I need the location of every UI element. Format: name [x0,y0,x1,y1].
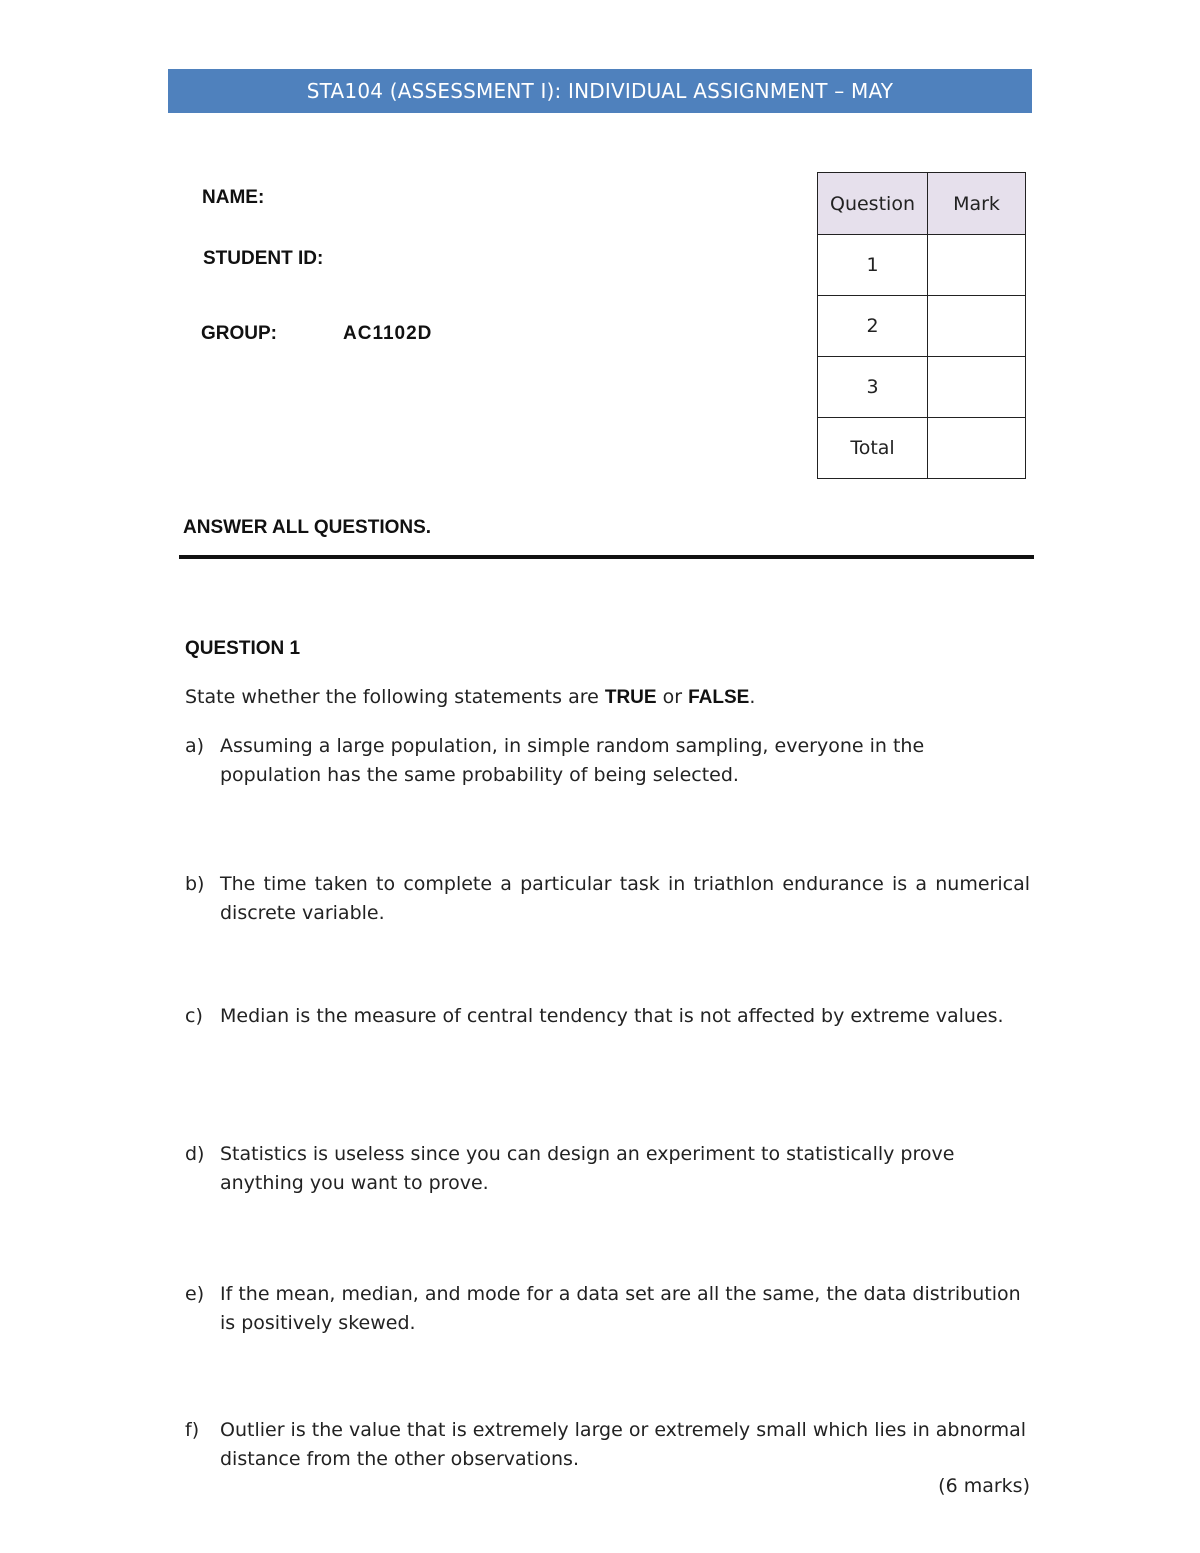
group-value: AC1102D [343,323,433,344]
marks-table [817,172,1026,479]
statement-item [185,732,1030,790]
statement-letter: e) [185,1283,205,1305]
statement-letter: f) [185,1419,200,1441]
question-1-title: QUESTION 1 [185,638,301,659]
statement-item [185,870,1030,928]
marks-table-row [818,418,1026,479]
statement-item [185,1416,1030,1474]
statement-text: Statistics is useless since you can design an experiment to statistically prove anything you want to prove. [220,1143,955,1194]
question-1-instruction [185,686,755,709]
statement-letter: a) [185,735,205,757]
marks-table-row [818,357,1026,418]
name-label: NAME: [202,187,265,208]
statement-item [185,1003,1030,1030]
statement-text: If the mean, median, and mode for a data set are all the same, the data distribution is positively skewed. [220,1283,1021,1334]
student-id-label: STUDENT ID: [203,248,324,269]
marks-table-row [818,235,1026,296]
marks-table-mark-cell [928,418,1026,479]
marks-table-question-cell: 2 [818,296,928,357]
statement-item [185,1140,1030,1198]
statement-letter: b) [185,873,205,895]
marks-table-header-row [818,173,1026,235]
assignment-title: STA104 (ASSESSMENT I): INDIVIDUAL ASSIGNMENT – MAY [306,79,894,103]
false-word: FALSE [688,687,750,708]
marks-allocation: (6 marks) [938,1475,1030,1497]
marks-table-mark-cell [928,357,1026,418]
marks-table-mark-cell [928,235,1026,296]
true-word: TRUE [604,687,657,708]
assignment-header-banner [168,69,1032,113]
marks-table-question-cell: Total [818,418,928,479]
statement-letter: d) [185,1143,205,1165]
instruction-suffix: . [749,686,756,708]
section-divider [179,555,1034,559]
group-label: GROUP: [201,323,277,344]
statement-text: Median is the measure of central tendency that is not affected by extreme values. [220,1005,1004,1027]
answer-all-heading: ANSWER ALL QUESTIONS. [183,517,432,538]
marks-table-question-cell: 1 [818,235,928,296]
instruction-prefix: State whether the following statements are [185,686,605,708]
marks-table-header-mark: Mark [928,173,1026,235]
or-word: or [656,686,689,708]
statement-text: Assuming a large population, in simple random sampling, everyone in the population has the same probability of being selected. [220,735,925,786]
marks-table-mark-cell [928,296,1026,357]
marks-table-header-question: Question [818,173,928,235]
statement-text: Outlier is the value that is extremely large or extremely small which lies in abnormal distance from the other observations. [220,1419,1027,1470]
statement-item [185,1280,1030,1338]
statement-text: The time taken to complete a particular task in triathlon endurance is a numerical discrete variable. [220,873,1030,924]
marks-table-question-cell: 3 [818,357,928,418]
statement-letter: c) [185,1005,203,1027]
marks-table-row [818,296,1026,357]
